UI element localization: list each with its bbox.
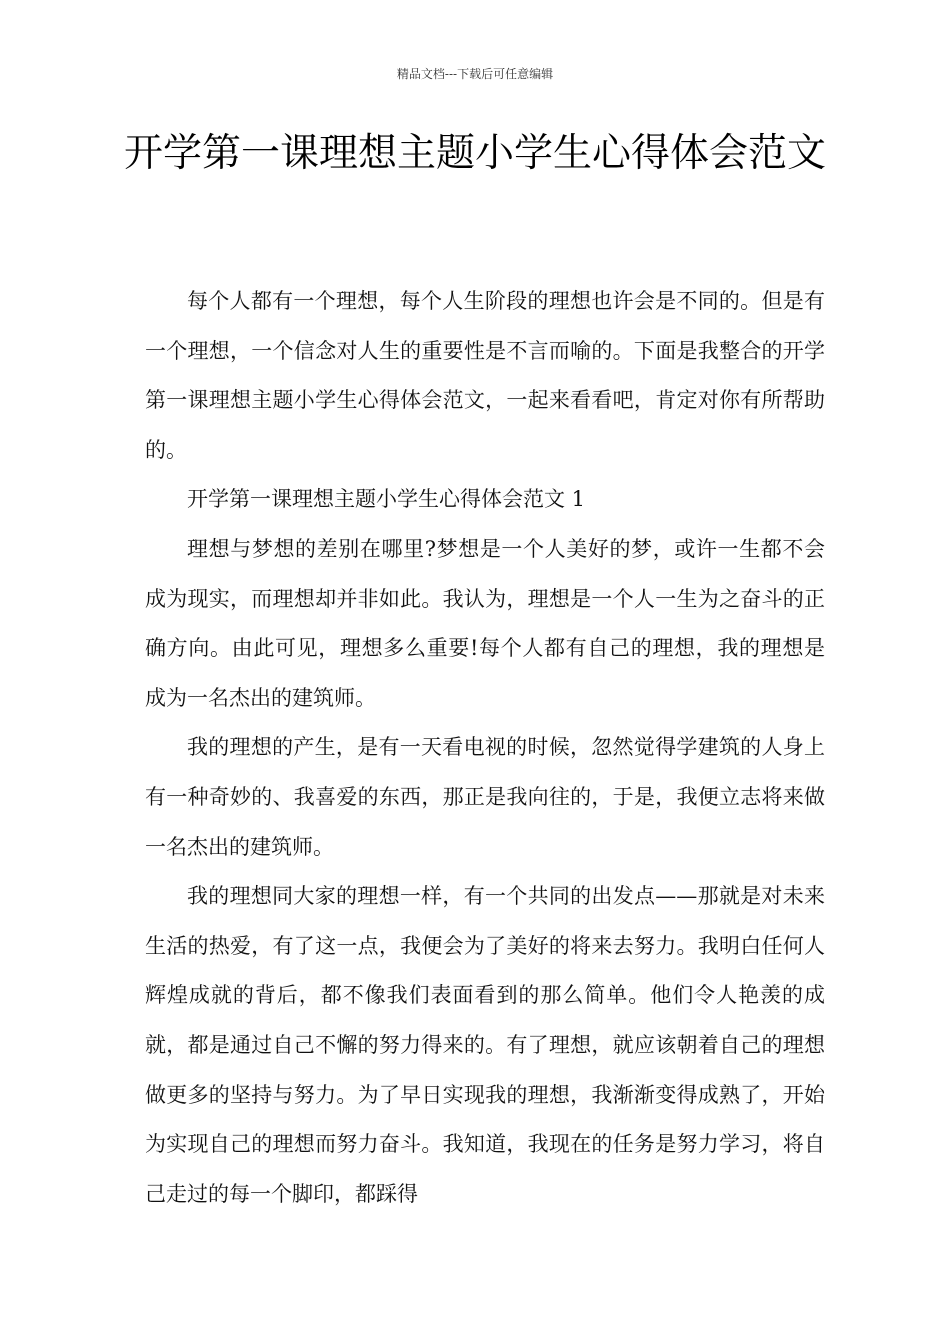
section-heading: 开学第一课理想主题小学生心得体会范文 1 — [187, 487, 586, 512]
body-paragraph: 我的理想的产生，是有一天看电视的时候，忽然觉得学建筑的人身上有一种奇妙的、我喜爱的东西，那正是我向往的，于是，我便立志将来做一名杰出的建筑师。 — [145, 735, 825, 859]
body-paragraph: 我的理想同大家的理想一样，有一个共同的出发点——那就是对未来生活的热爱，有了这一点，我便会为了美好的将来去努力。我明白任何人辉煌成就的背后，都不像我们表面看到的那么简单。他们令人艳羡的成就，都是通过自己不懈的努力得来的。有了理想，就应该朝着自己的理想做更多的坚持与努力。为了早日实现我的理想，我渐渐变得成熟了，开始为实现自己的理想而努力奋斗。我知道，我现在的任务是努力学习，将自己走过的每一个脚印，都踩得 — [145, 884, 825, 1206]
intro-paragraph: 每个人都有一个理想，每个人生阶段的理想也许会是不同的。但是有一个理想，一个信念对人生的重要性是不言而喻的。下面是我整合的开学第一课理想主题小学生心得体会范文，一起来看看吧，肯定对你有所帮助的。 — [145, 289, 825, 462]
document-title: 开学第一课理想主题小学生心得体会范文 — [123, 131, 826, 176]
document-body — [145, 277, 825, 1219]
page-header-note: 精品文档---下载后可任意编辑 — [396, 67, 554, 81]
body-paragraph: 理想与梦想的差别在哪里?梦想是一个人美好的梦，或许一生都不会成为现实，而理想却并非如此。我认为，理想是一个人一生为之奋斗的正确方向。由此可见，理想多么重要!每个人都有自己的理想，我的理想是成为一名杰出的建筑师。 — [145, 536, 825, 710]
